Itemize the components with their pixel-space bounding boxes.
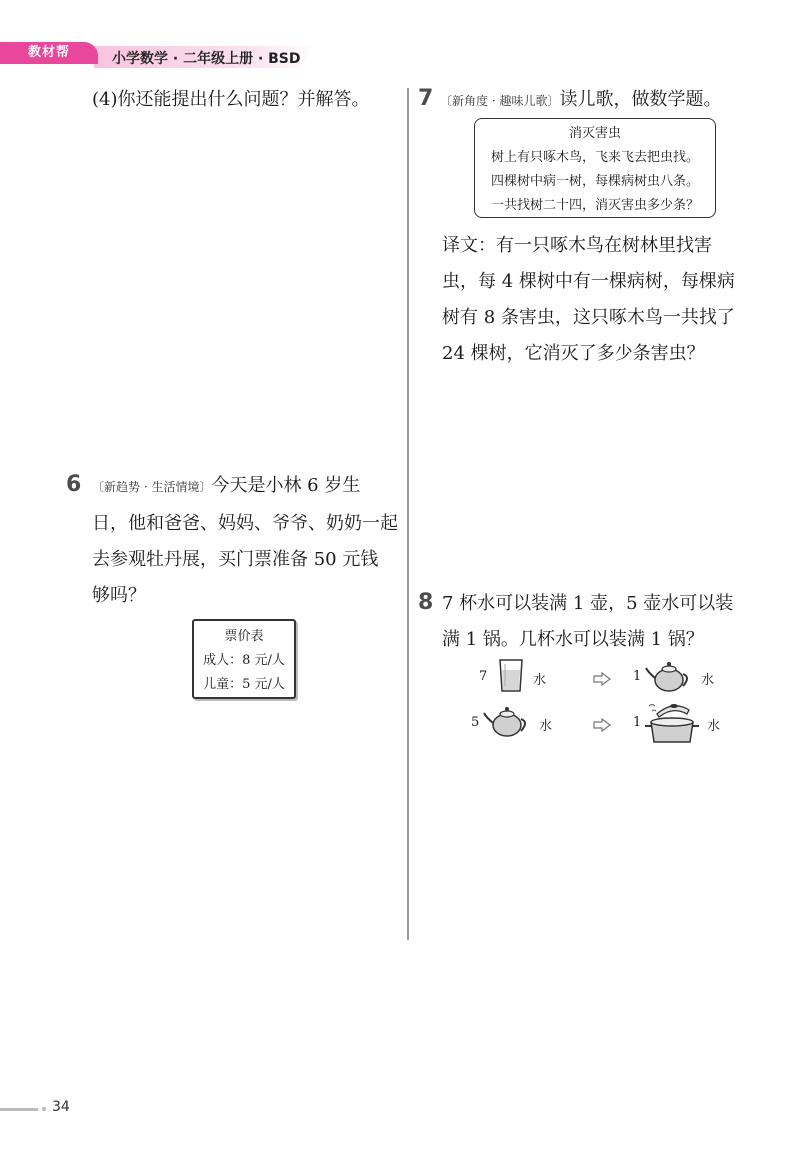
q6-line-1-text: 今天是小林 6 岁生 [211, 475, 361, 496]
poem-line-3: 一共找树二十四，消灭害虫多少条？ [490, 198, 699, 213]
q7-tag: 〔新角度 · 趣味儿歌〕 [440, 94, 560, 108]
q6-line-3: 去参观牡丹展，买门票准备 50 元钱 [92, 549, 379, 570]
arrow-right-icon [593, 672, 611, 686]
q6-line-2: 日，他和爸爸、妈妈、爷爷、奶奶一起 [92, 513, 398, 534]
row1-right-unit: 水 [701, 673, 715, 688]
row2-teapot-count: 5 [471, 715, 480, 730]
footer-dot [42, 1107, 46, 1111]
ticket-adult: 成人：8 元/人 [203, 653, 285, 668]
row2-pot-count: 1 [633, 715, 642, 730]
row2-left-unit: 水 [539, 719, 553, 734]
poem-title: 消灭害虫 [568, 126, 621, 141]
cup-icon [497, 658, 525, 694]
ticket-title: 票价表 [224, 629, 264, 644]
q6-line-4: 够吗？ [92, 585, 146, 606]
ticket-child: 儿童：5 元/人 [203, 677, 285, 692]
q7-intro-text: 读儿歌，做数学题。 [559, 89, 722, 110]
q7-translation-4: 24 棵树，它消灭了多少条害虫？ [442, 343, 705, 364]
q7-translation-3: 树有 8 条害虫，这只啄木鸟一共找了 [442, 307, 735, 328]
arrow-right-icon [593, 718, 611, 732]
page-number: 34 [52, 1099, 70, 1115]
q7-intro [440, 82, 721, 119]
q6-tag: 〔新趋势 · 生活情境〕 [92, 480, 212, 494]
row1-teapot-count: 1 [633, 669, 642, 684]
row2-right-unit: 水 [707, 719, 721, 734]
book-title: 小学数学 · 二年级上册 · BSD [112, 51, 301, 67]
page-header [0, 38, 330, 72]
poem-box [474, 118, 716, 218]
footer-rule [0, 1108, 38, 1111]
q8-line-2: 满 1 锅。几杯水可以装满 1 锅？ [442, 629, 704, 650]
ticket-price-board [192, 619, 296, 699]
brand-label: 教材帮 [0, 42, 98, 64]
row1-left-unit: 水 [533, 673, 547, 688]
q8-number: 8 [418, 590, 434, 615]
q8-line-1: 7 杯水可以装满 1 壶，5 壶水可以装 [442, 593, 734, 614]
q6-line-1 [92, 468, 360, 505]
teapot-icon [483, 703, 531, 739]
q7-translation-1: 译文：有一只啄木鸟在树林里找害 [442, 235, 712, 256]
poem-line-1: 树上有只啄木鸟，飞来飞去把虫找。 [490, 150, 699, 165]
q7-number: 7 [418, 86, 434, 111]
poem-line-2: 四棵树中病一树，每棵病树虫八条。 [490, 174, 699, 189]
teapot-icon [645, 658, 693, 694]
q7-translation-2: 虫，每 4 棵树中有一棵病树，每棵病 [442, 271, 735, 292]
row1-cup-count: 7 [479, 669, 488, 684]
q6-number: 6 [66, 472, 82, 497]
column-divider [407, 88, 409, 940]
q5-part4: (4)你还能提出什么问题？并解答。 [92, 89, 370, 110]
cooking-pot-icon [643, 700, 701, 746]
